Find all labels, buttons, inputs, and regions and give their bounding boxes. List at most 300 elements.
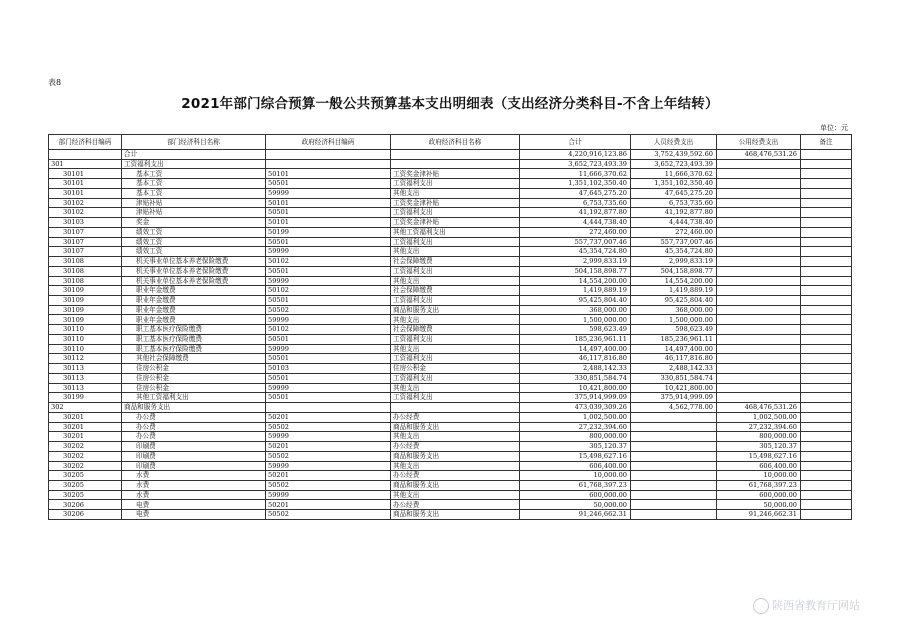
table-cell: 600,000.00: [717, 490, 801, 500]
table-cell: 50,000.00: [520, 500, 631, 510]
table-cell: 95,425,804.40: [631, 296, 717, 306]
table-cell: 30108: [49, 266, 122, 276]
table-cell: [717, 354, 801, 364]
table-cell: 45,354,724.80: [520, 247, 631, 257]
table-cell: [801, 150, 852, 160]
table-row: [49, 150, 852, 160]
table-cell: 住房公积金: [122, 383, 266, 393]
table-cell: 绩效工资: [122, 247, 266, 257]
column-header: 政府经济科目名称: [391, 135, 520, 150]
table-row: [49, 315, 852, 325]
table-cell: [801, 412, 852, 422]
table-cell: 557,737,007.46: [520, 237, 631, 247]
table-cell: 185,236,961.11: [520, 334, 631, 344]
table-cell: 375,914,999.09: [631, 393, 717, 403]
table-cell: 598,623.49: [520, 325, 631, 335]
table-cell: [801, 276, 852, 286]
table-cell: [631, 461, 717, 471]
table-cell: 14,497,400.00: [631, 344, 717, 354]
table-cell: 50501: [266, 208, 391, 218]
table-cell: 27,232,394.60: [520, 422, 631, 432]
table-cell: 社会保障缴费: [391, 286, 520, 296]
table-cell: [717, 296, 801, 306]
table-cell: 50501: [266, 296, 391, 306]
table-cell: 其他支出: [391, 344, 520, 354]
table-cell: 其他支出: [391, 490, 520, 500]
table-row: [49, 198, 852, 208]
table-cell: 职业年金缴费: [122, 296, 266, 306]
table-cell: 330,851,584.74: [631, 373, 717, 383]
table-cell: [801, 461, 852, 471]
table-cell: 30113: [49, 383, 122, 393]
table-cell: 30101: [49, 188, 122, 198]
unit-label: 单位：元: [820, 124, 848, 132]
table-cell: [631, 432, 717, 442]
table-cell: 50102: [266, 286, 391, 296]
table-cell: 301: [49, 159, 122, 169]
table-cell: 50502: [266, 422, 391, 432]
table-cell: [717, 179, 801, 189]
table-cell: 368,000.00: [520, 305, 631, 315]
table-cell: 30206: [49, 500, 122, 510]
table-cell: 商品和服务支出: [391, 422, 520, 432]
column-header: 部门经济科目名称: [122, 135, 266, 150]
table-cell: [801, 325, 852, 335]
table-cell: 印刷费: [122, 442, 266, 452]
table-cell: [266, 403, 391, 413]
table-cell: 水费: [122, 471, 266, 481]
table-cell: 59999: [266, 432, 391, 442]
table-cell: 473,039,309.26: [520, 403, 631, 413]
table-cell: 工资福利支出: [391, 179, 520, 189]
table-cell: 30101: [49, 179, 122, 189]
table-cell: [391, 403, 520, 413]
table-cell: 557,737,007.46: [631, 237, 717, 247]
table-cell: 2,999,833.19: [631, 257, 717, 267]
table-cell: 59999: [266, 315, 391, 325]
table-cell: 10,000.00: [520, 471, 631, 481]
table-cell: [801, 257, 852, 267]
table-cell: 11,666,370.62: [631, 169, 717, 179]
table-cell: 水费: [122, 480, 266, 490]
table-cell: [717, 218, 801, 228]
table-cell: 其他工资福利支出: [391, 227, 520, 237]
table-cell: [717, 266, 801, 276]
table-cell: 机关事业单位基本养老保险缴费: [122, 266, 266, 276]
table-row: [49, 393, 852, 403]
table-cell: 50501: [266, 354, 391, 364]
table-row: [49, 461, 852, 471]
table-cell: 商品和服务支出: [391, 480, 520, 490]
table-cell: 59999: [266, 344, 391, 354]
table-cell: 305,120.37: [717, 442, 801, 452]
table-cell: [801, 364, 852, 374]
table-cell: 50101: [266, 218, 391, 228]
table-row: [49, 208, 852, 218]
table-row: [49, 510, 852, 520]
table-cell: 30201: [49, 412, 122, 422]
table-cell: 50501: [266, 179, 391, 189]
table-cell: [717, 373, 801, 383]
table-cell: 奖金: [122, 218, 266, 228]
table-cell: [801, 500, 852, 510]
table-cell: 办公费: [122, 422, 266, 432]
table-cell: 30109: [49, 286, 122, 296]
table-cell: [801, 471, 852, 481]
table-cell: 50201: [266, 412, 391, 422]
table-row: [49, 354, 852, 364]
table-row: [49, 403, 852, 413]
table-cell: 办公经费: [391, 500, 520, 510]
table-cell: 2,488,142.33: [631, 364, 717, 374]
table-cell: [717, 169, 801, 179]
table-row: [49, 490, 852, 500]
table-cell: 30107: [49, 227, 122, 237]
table-cell: 47,645,275.20: [631, 188, 717, 198]
table-cell: 50199: [266, 227, 391, 237]
table-cell: 30110: [49, 325, 122, 335]
watermark-text: 陕西省教育厅网站: [772, 599, 860, 612]
table-cell: 50,000.00: [717, 500, 801, 510]
table-cell: [717, 364, 801, 374]
table-row: [49, 266, 852, 276]
table-cell: [801, 315, 852, 325]
table-cell: [631, 442, 717, 452]
table-cell: 468,476,531.26: [717, 150, 801, 160]
table-cell: 10,421,800.00: [520, 383, 631, 393]
table-cell: [801, 169, 852, 179]
table-cell: 606,400.00: [520, 461, 631, 471]
table-row: [49, 218, 852, 228]
table-cell: [801, 198, 852, 208]
table-cell: 375,914,999.09: [520, 393, 631, 403]
table-cell: 302: [49, 403, 122, 413]
table-cell: [801, 305, 852, 315]
table-row: [49, 305, 852, 315]
table-cell: [801, 373, 852, 383]
table-cell: 14,554,200.00: [520, 276, 631, 286]
table-row: [49, 451, 852, 461]
table-cell: 绩效工资: [122, 227, 266, 237]
table-cell: 50502: [266, 305, 391, 315]
table-row: [49, 188, 852, 198]
table-cell: 职业年金缴费: [122, 315, 266, 325]
table-cell: 30109: [49, 296, 122, 306]
table-cell: 30102: [49, 208, 122, 218]
table-cell: 50201: [266, 471, 391, 481]
table-row: [49, 296, 852, 306]
table-cell: [717, 325, 801, 335]
table-cell: 商品和服务支出: [391, 451, 520, 461]
table-cell: 800,000.00: [520, 432, 631, 442]
table-cell: 30205: [49, 490, 122, 500]
table-cell: [801, 451, 852, 461]
table-cell: 其他支出: [391, 432, 520, 442]
table-cell: 30109: [49, 315, 122, 325]
table-row: [49, 364, 852, 374]
table-cell: [631, 422, 717, 432]
table-cell: 41,192,877.80: [631, 208, 717, 218]
table-cell: 59999: [266, 188, 391, 198]
table-row: [49, 325, 852, 335]
table-cell: 办公经费: [391, 442, 520, 452]
table-row: [49, 500, 852, 510]
table-cell: 住房公积金: [391, 364, 520, 374]
table-cell: 职业年金缴费: [122, 286, 266, 296]
table-cell: 30201: [49, 422, 122, 432]
table-row: [49, 480, 852, 490]
table-cell: 1,351,102,350.40: [631, 179, 717, 189]
table-cell: 30110: [49, 344, 122, 354]
table-cell: [717, 383, 801, 393]
table-cell: 3,752,439,592.60: [631, 150, 717, 160]
table-cell: 30205: [49, 471, 122, 481]
table-cell: 50501: [266, 373, 391, 383]
table-cell: 4,220,916,123.86: [520, 150, 631, 160]
table-cell: 办公费: [122, 412, 266, 422]
site-watermark: [753, 597, 860, 614]
table-cell: [631, 500, 717, 510]
table-cell: 工资福利支出: [391, 373, 520, 383]
table-cell: [717, 159, 801, 169]
table-cell: 工资福利支出: [391, 237, 520, 247]
table-body: [49, 150, 852, 520]
table-cell: 41,192,877.80: [520, 208, 631, 218]
table-cell: [801, 490, 852, 500]
column-header: 合计: [520, 135, 631, 150]
table-cell: 50103: [266, 364, 391, 374]
table-cell: 30101: [49, 169, 122, 179]
table-cell: 机关事业单位基本养老保险缴费: [122, 257, 266, 267]
table-cell: 30108: [49, 276, 122, 286]
table-cell: 50502: [266, 480, 391, 490]
table-cell: 办公经费: [391, 471, 520, 481]
emblem-icon: [753, 598, 769, 614]
table-cell: 3,652,723,493.39: [520, 159, 631, 169]
table-cell: 工资奖金津补贴: [391, 198, 520, 208]
table-cell: 工资福利支出: [122, 159, 266, 169]
table-cell: [266, 159, 391, 169]
table-cell: 91,246,662.31: [717, 510, 801, 520]
table-row: [49, 442, 852, 452]
table-cell: 30108: [49, 257, 122, 267]
table-cell: 1,002,500.00: [520, 412, 631, 422]
table-cell: 其他支出: [391, 315, 520, 325]
table-cell: 职业年金缴费: [122, 305, 266, 315]
table-row: [49, 432, 852, 442]
table-cell: 185,236,961.11: [631, 334, 717, 344]
table-cell: 59999: [266, 276, 391, 286]
table-cell: 2,999,833.19: [520, 257, 631, 267]
table-cell: 95,425,804.40: [520, 296, 631, 306]
table-cell: [717, 247, 801, 257]
table-cell: 办公费: [122, 432, 266, 442]
table-cell: 商品和服务支出: [391, 305, 520, 315]
table-cell: 住房公积金: [122, 373, 266, 383]
table-cell: 30107: [49, 237, 122, 247]
table-cell: 11,666,370.62: [520, 169, 631, 179]
table-cell: 30202: [49, 451, 122, 461]
table-row: [49, 471, 852, 481]
table-cell: [49, 150, 122, 160]
table-cell: 91,246,662.31: [520, 510, 631, 520]
table-cell: 504,158,898.77: [631, 266, 717, 276]
table-cell: 1,351,102,350.40: [520, 179, 631, 189]
table-cell: [631, 490, 717, 500]
table-cell: 50101: [266, 198, 391, 208]
table-cell: [631, 480, 717, 490]
table-cell: 30205: [49, 480, 122, 490]
table-cell: 工资奖金津补贴: [391, 169, 520, 179]
table-cell: [801, 237, 852, 247]
table-cell: 50101: [266, 169, 391, 179]
table-cell: 1,419,889.19: [631, 286, 717, 296]
table-cell: [266, 150, 391, 160]
table-cell: [801, 432, 852, 442]
table-cell: [801, 403, 852, 413]
table-cell: 30206: [49, 510, 122, 520]
table-row: [49, 334, 852, 344]
table-cell: 30202: [49, 442, 122, 452]
table-cell: 59999: [266, 247, 391, 257]
table-cell: 商品和服务支出: [391, 510, 520, 520]
column-header: 公用经费支出: [717, 135, 801, 150]
table-row: [49, 422, 852, 432]
table-cell: 2,488,142.33: [520, 364, 631, 374]
table-cell: 15,498,627.16: [717, 451, 801, 461]
table-cell: 6,753,735.60: [520, 198, 631, 208]
table-cell: [801, 393, 852, 403]
table-cell: 30107: [49, 247, 122, 257]
table-cell: [631, 471, 717, 481]
table-row: [49, 159, 852, 169]
table-cell: 电费: [122, 500, 266, 510]
table-cell: 15,498,627.16: [520, 451, 631, 461]
table-cell: 其他支出: [391, 247, 520, 257]
table-row: [49, 383, 852, 393]
table-cell: 其他社会保障缴费: [122, 354, 266, 364]
table-cell: 4,444,738.40: [631, 218, 717, 228]
table-cell: 47,645,275.20: [520, 188, 631, 198]
table-cell: 30113: [49, 373, 122, 383]
table-cell: 272,460.00: [631, 227, 717, 237]
table-cell: [801, 286, 852, 296]
table-cell: [717, 227, 801, 237]
table-cell: 1,419,889.19: [520, 286, 631, 296]
table-cell: 50201: [266, 500, 391, 510]
table-cell: [717, 257, 801, 267]
table-cell: [801, 383, 852, 393]
table-cell: [801, 344, 852, 354]
table-cell: 46,117,816.80: [631, 354, 717, 364]
table-cell: 30113: [49, 364, 122, 374]
table-cell: 59999: [266, 461, 391, 471]
table-cell: 住房公积金: [122, 364, 266, 374]
table-cell: 272,460.00: [520, 227, 631, 237]
table-cell: 50102: [266, 325, 391, 335]
table-cell: 468,476,531.26: [717, 403, 801, 413]
table-cell: [717, 393, 801, 403]
table-cell: 598,623.49: [631, 325, 717, 335]
table-cell: 61,768,397.23: [520, 480, 631, 490]
table-cell: 工资福利支出: [391, 296, 520, 306]
table-cell: [717, 188, 801, 198]
table-cell: 14,497,400.00: [520, 344, 631, 354]
table-cell: 水费: [122, 490, 266, 500]
table-row: [49, 227, 852, 237]
table-cell: 368,000.00: [631, 305, 717, 315]
column-header: 政府经济科目编码: [266, 135, 391, 150]
table-cell: 50501: [266, 266, 391, 276]
table-cell: [391, 159, 520, 169]
table-cell: 59999: [266, 490, 391, 500]
page-title: 2021年部门综合预算一般公共预算基本支出明细表（支出经济分类科目-不含上年结转）: [181, 96, 719, 112]
table-cell: 基本工资: [122, 179, 266, 189]
table-cell: 津贴补贴: [122, 208, 266, 218]
table-cell: 50501: [266, 334, 391, 344]
table-cell: [801, 208, 852, 218]
table-cell: 6,753,735.60: [631, 198, 717, 208]
table-cell: 基本工资: [122, 188, 266, 198]
table-row: [49, 412, 852, 422]
table-cell: 工资奖金津补贴: [391, 218, 520, 228]
table-row: [49, 344, 852, 354]
table-cell: 职工基本医疗保险缴费: [122, 344, 266, 354]
table-cell: [801, 510, 852, 520]
table-cell: 305,120.37: [520, 442, 631, 452]
table-cell: 50501: [266, 237, 391, 247]
table-cell: 职工基本医疗保险缴费: [122, 334, 266, 344]
table-cell: 津贴补贴: [122, 198, 266, 208]
table-cell: 30110: [49, 334, 122, 344]
table-cell: [801, 188, 852, 198]
column-header: 备注: [801, 135, 852, 150]
table-cell: 50502: [266, 451, 391, 461]
table-cell: 1,500,000.00: [520, 315, 631, 325]
table-cell: 工资福利支出: [391, 393, 520, 403]
table-cell: 50201: [266, 442, 391, 452]
table-cell: 30199: [49, 393, 122, 403]
table-row: [49, 179, 852, 189]
table-cell: [717, 334, 801, 344]
table-cell: 330,851,584.74: [520, 373, 631, 383]
table-cell: [801, 354, 852, 364]
table-cell: [391, 150, 520, 160]
table-cell: [801, 334, 852, 344]
table-cell: [631, 510, 717, 520]
table-row: [49, 247, 852, 257]
table-cell: 30103: [49, 218, 122, 228]
column-header: 部门经济科目编码: [49, 135, 122, 150]
table-cell: [801, 442, 852, 452]
table-cell: 社会保障缴费: [391, 257, 520, 267]
table-cell: 30102: [49, 198, 122, 208]
table-cell: 59999: [266, 383, 391, 393]
table-cell: 工资福利支出: [391, 334, 520, 344]
table-cell: [717, 305, 801, 315]
table-cell: 工资福利支出: [391, 354, 520, 364]
table-row: [49, 286, 852, 296]
table-cell: [801, 218, 852, 228]
table-row: [49, 169, 852, 179]
table-cell: 基本工资: [122, 169, 266, 179]
table-row: [49, 373, 852, 383]
table-cell: 印刷费: [122, 451, 266, 461]
table-cell: 机关事业单位基本养老保险缴费: [122, 276, 266, 286]
table-cell: 800,000.00: [717, 432, 801, 442]
table-cell: 46,117,816.80: [520, 354, 631, 364]
table-cell: [631, 451, 717, 461]
